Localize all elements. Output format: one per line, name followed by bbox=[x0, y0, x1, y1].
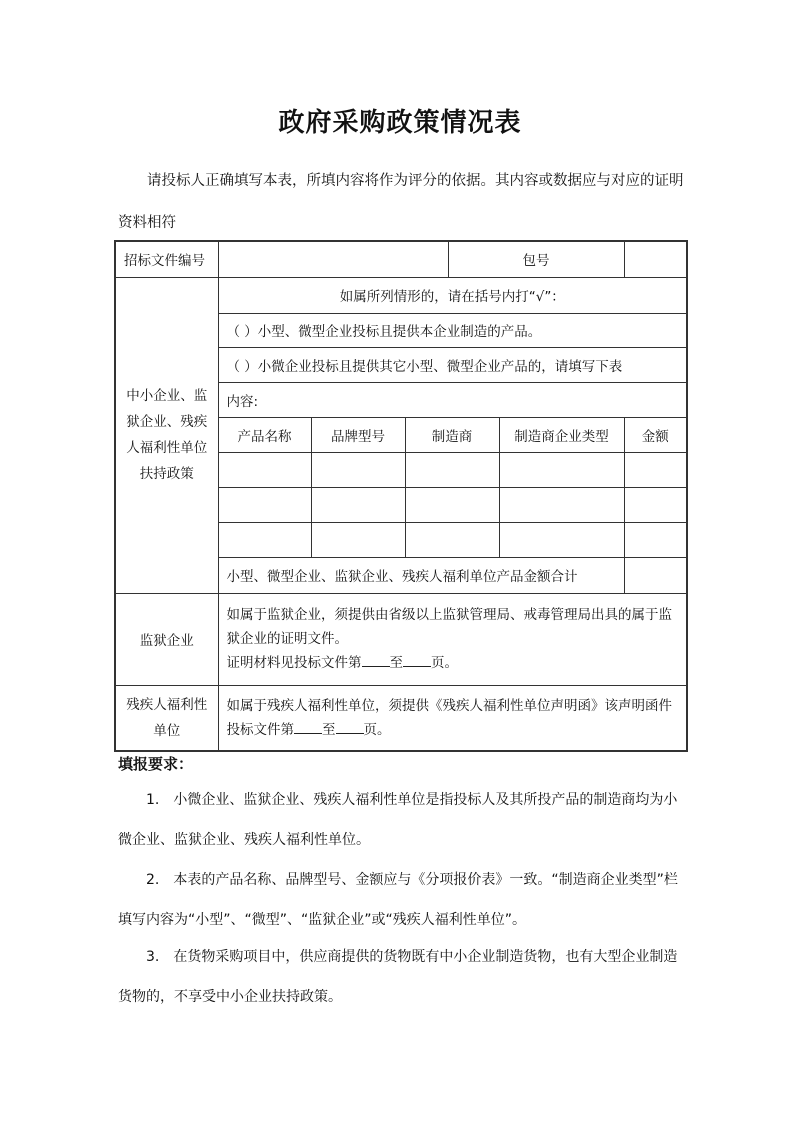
cell-brand-model[interactable] bbox=[311, 487, 405, 522]
sme-section-label: 中小企业、监狱企业、残疾人福利性单位扶持政策 bbox=[115, 277, 218, 593]
col-product-name: 产品名称 bbox=[218, 417, 311, 452]
disabled-note bbox=[218, 685, 687, 751]
prison-proof-mid: 至 bbox=[389, 655, 403, 671]
doc-no-field[interactable] bbox=[218, 241, 448, 277]
total-label: 小型、微型企业、监狱企业、残疾人福利单位产品金额合计 bbox=[218, 557, 624, 593]
cell-manufacturer[interactable] bbox=[405, 452, 499, 487]
cell-amount[interactable] bbox=[624, 522, 687, 557]
requirements-heading: 填报要求： bbox=[118, 755, 194, 773]
cell-brand-model[interactable] bbox=[311, 452, 405, 487]
page-title: 政府采购政策情况表 bbox=[278, 108, 522, 138]
prison-text: 如属于监狱企业，须提供由省级以上监狱管理局、戒毒管理局出具的属于监狱企业的证明文件。 bbox=[226, 607, 672, 647]
package-label: 包号 bbox=[448, 241, 624, 277]
col-amount: 金额 bbox=[624, 417, 687, 452]
option-small-micro[interactable]: （ ）小型、微型企业投标且提供本企业制造的产品。 bbox=[218, 313, 687, 347]
disabled-mid: 至 bbox=[322, 721, 336, 738]
col-manufacturer-type: 制造商企业类型 bbox=[499, 417, 624, 452]
doc-no-label: 招标文件编号 bbox=[115, 241, 218, 277]
policy-form-table bbox=[114, 240, 688, 752]
package-field[interactable] bbox=[624, 241, 687, 277]
prison-note bbox=[218, 593, 687, 685]
col-brand-model: 品牌型号 bbox=[311, 417, 405, 452]
cell-amount[interactable] bbox=[624, 487, 687, 522]
disabled-label: 残疾人福利性单位 bbox=[115, 685, 218, 751]
disabled-page-from-field[interactable] bbox=[294, 719, 322, 734]
requirement-item-1: 1. 小微企业、监狱企业、残疾人福利性单位是指投标人及其所投产品的制造商均为小微企业、监狱企业、残疾人福利性单位。 bbox=[118, 792, 678, 848]
cell-manufacturer-type[interactable] bbox=[499, 487, 624, 522]
instruction-text: 如属所列情形的，请在括号内打“√”： bbox=[218, 277, 687, 313]
requirement-item-2: 2. 本表的产品名称、品牌型号、金额应与《分项报价表》一致。“制造商企业类型”栏填写内容为“小型”、“微型”、“监狱企业”或“残疾人福利性单位”。 bbox=[118, 872, 678, 928]
disabled-suffix: 页。 bbox=[363, 721, 391, 738]
prison-page-to-field[interactable] bbox=[403, 652, 431, 667]
disabled-page-to-field[interactable] bbox=[336, 719, 364, 734]
cell-brand-model[interactable] bbox=[311, 522, 405, 557]
total-amount-field[interactable] bbox=[624, 557, 687, 593]
cell-manufacturer-type[interactable] bbox=[499, 522, 624, 557]
prison-page-from-field[interactable] bbox=[362, 652, 390, 667]
cell-manufacturer[interactable] bbox=[405, 487, 499, 522]
intro-text: 请投标人正确填写本表，所填内容将作为评分的依据。其内容或数据应与对应的证明资料相符 bbox=[118, 173, 684, 231]
prison-proof-suffix: 页。 bbox=[431, 655, 458, 671]
content-label: 内容: bbox=[218, 382, 687, 417]
col-manufacturer: 制造商 bbox=[405, 417, 499, 452]
cell-manufacturer-type[interactable] bbox=[499, 452, 624, 487]
requirement-item-3: 3. 在货物采购项目中，供应商提供的货物既有中小企业制造货物，也有大型企业制造货物的，不享受中小企业扶持政策。 bbox=[118, 949, 678, 1005]
cell-manufacturer[interactable] bbox=[405, 522, 499, 557]
disabled-text: 如属于残疾人福利性单位，须提供《残疾人福利性单位声明函》该声明函件投标文件第 bbox=[226, 697, 672, 738]
cell-product-name[interactable] bbox=[218, 487, 311, 522]
cell-product-name[interactable] bbox=[218, 522, 311, 557]
cell-amount[interactable] bbox=[624, 452, 687, 487]
option-other-products[interactable]: （ ）小微企业投标且提供其它小型、微型企业产品的，请填写下表 bbox=[218, 347, 687, 382]
prison-label: 监狱企业 bbox=[115, 593, 218, 685]
cell-product-name[interactable] bbox=[218, 452, 311, 487]
prison-proof-prefix: 证明材料见投标文件第 bbox=[226, 655, 362, 671]
